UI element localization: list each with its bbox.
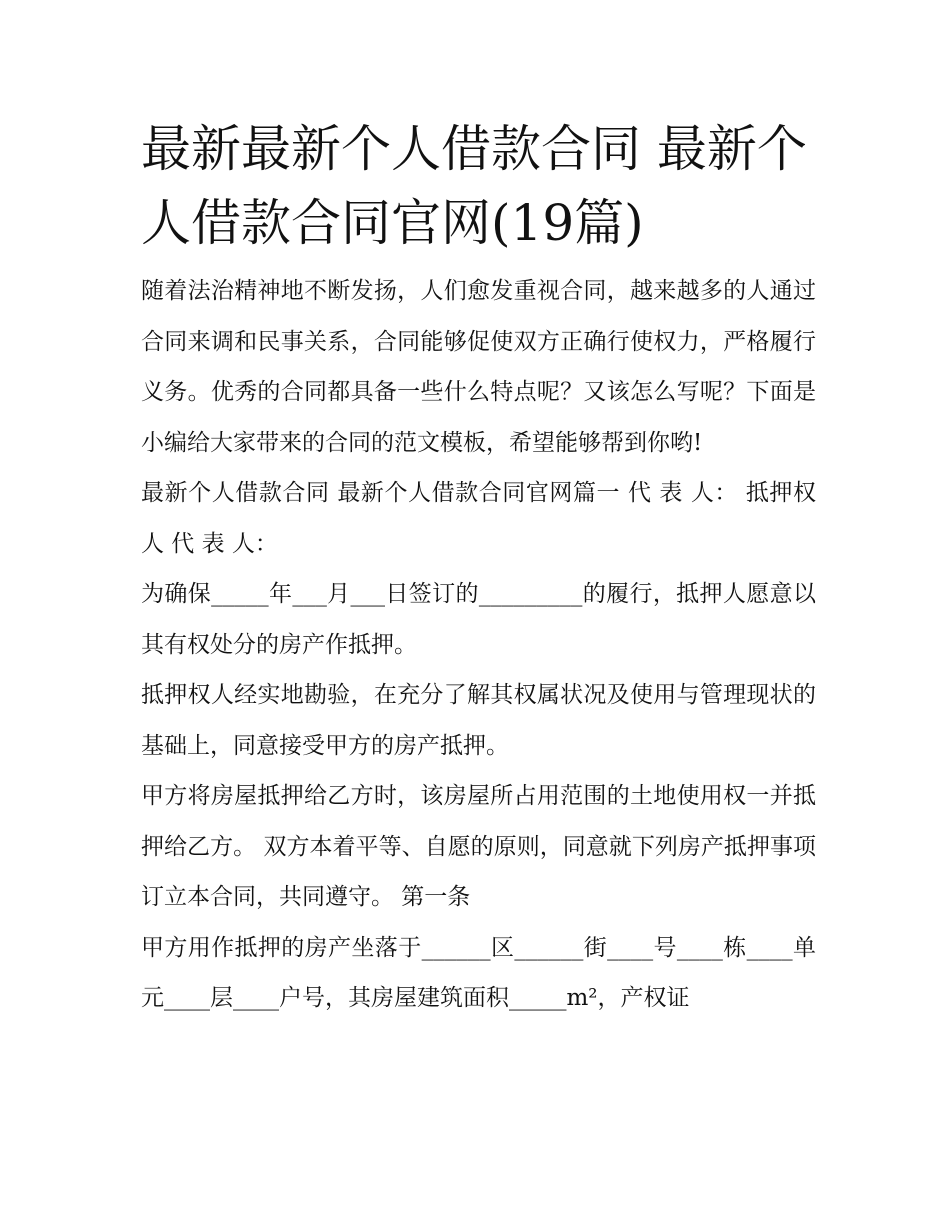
- property-location-paragraph: 甲方用作抵押的房产坐落于______区______街____号____栋____单元____层____户号，其房屋建筑面积_____m²，产权证: [141, 934, 816, 1011]
- document-title: 最新最新个人借款合同 最新个人借款合同官网(19篇): [141, 120, 807, 252]
- document-body: [141, 112, 816, 1024]
- contract-heading-paragraph: 最新个人借款合同 最新个人借款合同官网篇一 代 表 人： 抵押权人 代 表 人：: [141, 480, 816, 557]
- land-use-paragraph: 甲方将房屋抵押给乙方时，该房屋所占用范围的土地使用权一并抵押给乙方。 双方本着平等、自愿的原则，同意就下列房产抵押事项订立本合同，共同遵守。 第一条: [141, 783, 816, 910]
- guarantee-paragraph: 为确保_____年___月___日签订的_________的履行，抵押人愿意以其有权处分的房产作抵押。: [141, 581, 816, 658]
- intro-paragraph: 随着法治精神地不断发扬，人们愈发重视合同，越来越多的人通过合同来调和民事关系，合同能够促使双方正确行使权力，严格履行义务。优秀的合同都具备一些什么特点呢？又该怎么写呢？下面是小编给大家带来的合同的范文模板，希望能够帮到你哟!: [141, 278, 816, 456]
- inspection-paragraph: 抵押权人经实地勘验，在充分了解其权属状况及使用与管理现状的基础上，同意接受甲方的房产抵押。: [141, 682, 816, 759]
